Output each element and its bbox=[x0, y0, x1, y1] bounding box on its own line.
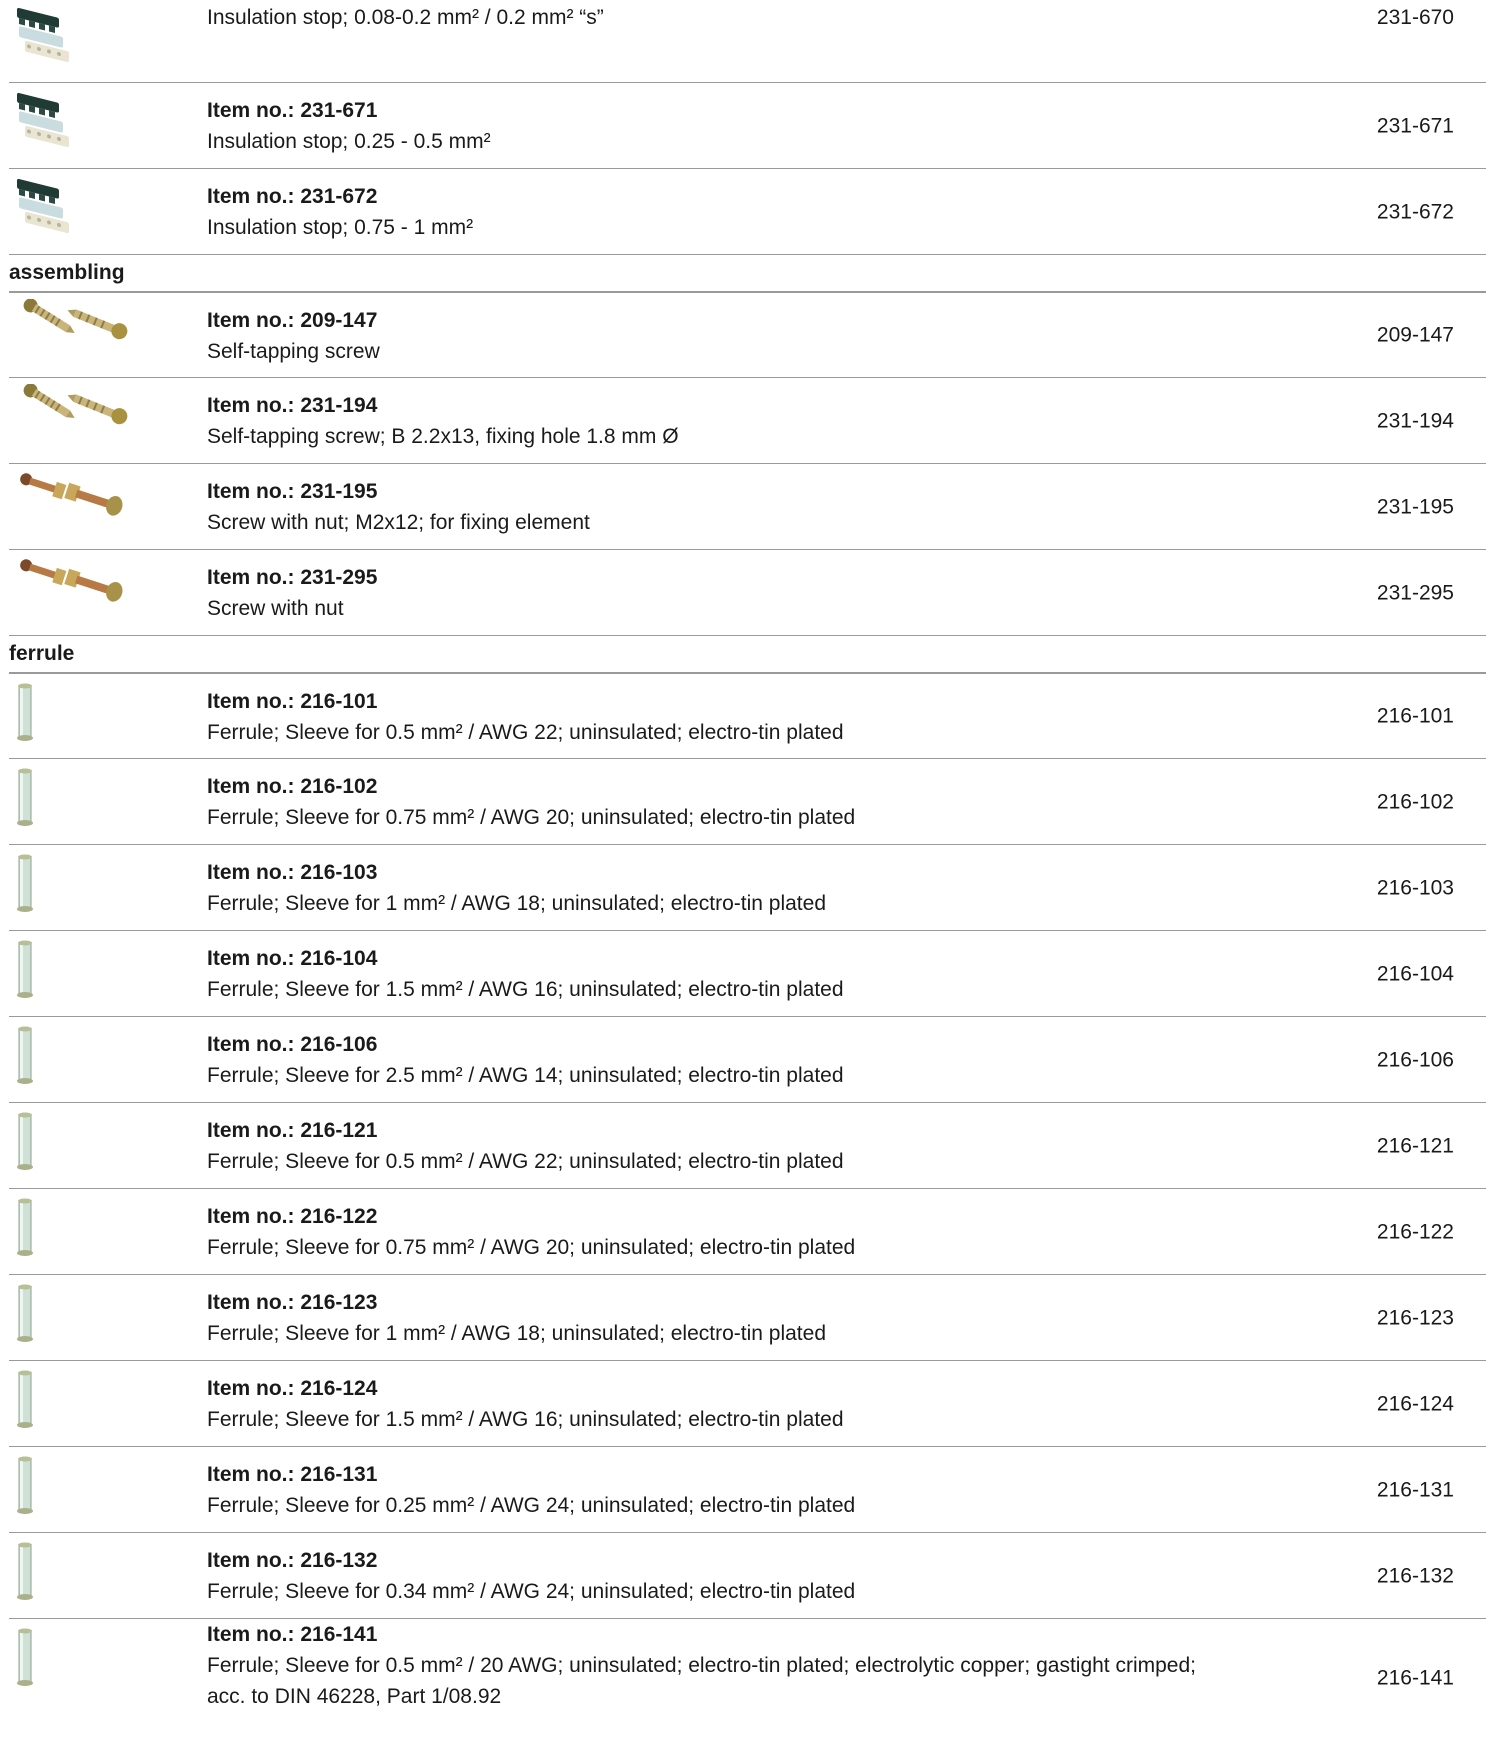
item-description: Ferrule; Sleeve for 0.34 mm² / AWG 24; uninsulated; electro-tin plated bbox=[207, 1580, 856, 1603]
item-description: Insulation stop; 0.08-0.2 mm² / 0.2 mm² “s” bbox=[207, 6, 604, 29]
item-description: Ferrule; Sleeve for 1 mm² / AWG 18; uninsulated; electro-tin plated bbox=[207, 1322, 826, 1345]
ferrule-icon bbox=[11, 1109, 141, 1179]
ferrule-icon bbox=[11, 1281, 141, 1351]
item-number[interactable]: Item no.: 231-295 bbox=[207, 566, 378, 589]
list-item[interactable] bbox=[9, 931, 1486, 1017]
item-number[interactable]: Item no.: 231-672 bbox=[207, 185, 378, 208]
item-description: Ferrule; Sleeve for 0.75 mm² / AWG 20; uninsulated; electro-tin plated bbox=[207, 806, 856, 829]
item-number[interactable]: Item no.: 231-194 bbox=[207, 394, 378, 417]
ferrule-icon bbox=[11, 680, 141, 750]
item-description: Ferrule; Sleeve for 0.5 mm² / AWG 22; uninsulated; electro-tin plated bbox=[207, 721, 844, 744]
item-description: Self-tapping screw bbox=[207, 340, 380, 363]
item-code: 231-195 bbox=[1376, 495, 1454, 518]
item-text bbox=[207, 1287, 1207, 1349]
item-number[interactable]: Item no.: 216-124 bbox=[207, 1377, 378, 1400]
ferrule-icon bbox=[11, 937, 141, 1007]
item-text bbox=[207, 562, 1207, 624]
category-header bbox=[9, 636, 1486, 673]
item-number[interactable]: Item no.: 216-103 bbox=[207, 861, 378, 884]
self-tapping-screw-icon bbox=[11, 384, 141, 454]
list-item[interactable] bbox=[9, 464, 1486, 550]
list-item[interactable] bbox=[9, 1619, 1486, 1737]
ferrule-icon bbox=[11, 765, 141, 835]
item-text bbox=[207, 95, 1207, 157]
item-number[interactable]: Item no.: 216-122 bbox=[207, 1205, 378, 1228]
item-number[interactable]: Item no.: 216-131 bbox=[207, 1463, 378, 1486]
item-code: 231-671 bbox=[1376, 114, 1454, 137]
item-code: 209-147 bbox=[1376, 323, 1454, 347]
item-code: 216-122 bbox=[1376, 1220, 1454, 1243]
item-code: 216-101 bbox=[1376, 704, 1454, 728]
list-item[interactable] bbox=[9, 845, 1486, 931]
ferrule-icon bbox=[11, 1625, 141, 1695]
list-item[interactable] bbox=[9, 1189, 1486, 1275]
item-description: Ferrule; Sleeve for 0.5 mm² / AWG 22; uninsulated; electro-tin plated bbox=[207, 1150, 844, 1173]
list-item[interactable] bbox=[9, 1275, 1486, 1361]
item-code: 231-194 bbox=[1376, 409, 1454, 432]
item-number[interactable]: Item no.: 231-195 bbox=[207, 480, 378, 503]
item-code: 216-121 bbox=[1376, 1134, 1454, 1157]
list-item[interactable] bbox=[9, 0, 1486, 83]
ferrule-icon bbox=[11, 1453, 141, 1523]
item-description: Ferrule; Sleeve for 0.5 mm² / 20 AWG; uninsulated; electro-tin plated; electrolytic copper; gastight crimped; acc. to DIN 46228, Part 1/08.92 bbox=[207, 1654, 1196, 1708]
item-number[interactable]: Item no.: 209-147 bbox=[207, 309, 378, 332]
item-text bbox=[207, 1545, 1207, 1607]
item-description: Ferrule; Sleeve for 2.5 mm² / AWG 14; uninsulated; electro-tin plated bbox=[207, 1064, 844, 1087]
ferrule-icon bbox=[11, 1023, 141, 1093]
list-item[interactable] bbox=[9, 378, 1486, 464]
item-code: 231-672 bbox=[1376, 200, 1454, 223]
item-code: 216-106 bbox=[1376, 1048, 1454, 1071]
item-text bbox=[207, 305, 1207, 367]
category-title: ferrule bbox=[9, 642, 75, 665]
item-text bbox=[207, 1201, 1207, 1263]
list-item[interactable] bbox=[9, 759, 1486, 845]
item-description: Insulation stop; 0.75 - 1 mm² bbox=[207, 216, 474, 239]
list-item[interactable] bbox=[9, 1017, 1486, 1103]
item-text bbox=[207, 771, 1207, 833]
insulation-stop-icon bbox=[11, 175, 141, 245]
item-description: Ferrule; Sleeve for 1.5 mm² / AWG 16; uninsulated; electro-tin plated bbox=[207, 978, 844, 1001]
item-text bbox=[207, 943, 1207, 1005]
item-code: 216-132 bbox=[1376, 1564, 1454, 1587]
list-item[interactable] bbox=[9, 292, 1486, 378]
item-description: Self-tapping screw; B 2.2x13, fixing hole 1.8 mm Ø bbox=[207, 425, 679, 448]
item-code: 216-124 bbox=[1376, 1392, 1454, 1415]
ferrule-icon bbox=[11, 1367, 141, 1437]
item-text bbox=[207, 857, 1207, 919]
ferrule-icon bbox=[11, 851, 141, 921]
item-description: Screw with nut; M2x12; for fixing element bbox=[207, 511, 590, 534]
item-number[interactable]: Item no.: 216-106 bbox=[207, 1033, 378, 1056]
item-number[interactable]: Item no.: 216-123 bbox=[207, 1291, 378, 1314]
item-number[interactable]: Item no.: 216-141 bbox=[207, 1623, 378, 1646]
screw-with-nut-icon bbox=[11, 556, 141, 626]
list-item[interactable] bbox=[9, 673, 1486, 759]
ferrule-icon bbox=[11, 1195, 141, 1265]
list-item[interactable] bbox=[9, 1361, 1486, 1447]
item-code: 216-131 bbox=[1376, 1478, 1454, 1501]
list-item[interactable] bbox=[9, 1103, 1486, 1189]
item-number[interactable]: Item no.: 216-121 bbox=[207, 1119, 378, 1142]
insulation-stop-icon bbox=[11, 4, 141, 74]
ferrule-icon bbox=[11, 1539, 141, 1609]
item-text bbox=[207, 1619, 1207, 1712]
item-code: 216-123 bbox=[1376, 1306, 1454, 1329]
item-text bbox=[207, 686, 1207, 748]
category-title: assembling bbox=[9, 261, 125, 284]
list-item[interactable] bbox=[9, 550, 1486, 636]
item-code: 216-104 bbox=[1376, 962, 1454, 985]
item-code: 216-103 bbox=[1376, 876, 1454, 899]
item-code: 231-670 bbox=[1376, 6, 1454, 29]
item-description: Ferrule; Sleeve for 0.25 mm² / AWG 24; uninsulated; electro-tin plated bbox=[207, 1494, 856, 1517]
item-text bbox=[207, 2, 1207, 33]
item-description: Ferrule; Sleeve for 1.5 mm² / AWG 16; uninsulated; electro-tin plated bbox=[207, 1408, 844, 1431]
item-description: Screw with nut bbox=[207, 597, 344, 620]
self-tapping-screw-icon bbox=[11, 299, 141, 369]
list-item[interactable] bbox=[9, 83, 1486, 169]
list-item[interactable] bbox=[9, 1533, 1486, 1619]
product-list bbox=[9, 0, 1486, 1737]
item-code: 216-102 bbox=[1376, 790, 1454, 813]
item-code: 216-141 bbox=[1376, 1666, 1454, 1690]
item-text bbox=[207, 181, 1207, 243]
item-text bbox=[207, 1373, 1207, 1435]
item-number[interactable]: Item no.: 216-102 bbox=[207, 775, 378, 798]
item-number[interactable]: Item no.: 216-132 bbox=[207, 1549, 378, 1572]
list-item[interactable] bbox=[9, 169, 1486, 255]
item-description: Ferrule; Sleeve for 1 mm² / AWG 18; uninsulated; electro-tin plated bbox=[207, 892, 826, 915]
item-text bbox=[207, 1029, 1207, 1091]
item-code: 231-295 bbox=[1376, 581, 1454, 604]
category-header bbox=[9, 255, 1486, 292]
item-text bbox=[207, 390, 1207, 452]
insulation-stop-icon bbox=[11, 89, 141, 159]
item-number[interactable]: Item no.: 216-101 bbox=[207, 690, 378, 713]
item-text bbox=[207, 1115, 1207, 1177]
item-number[interactable]: Item no.: 216-104 bbox=[207, 947, 378, 970]
item-description: Insulation stop; 0.25 - 0.5 mm² bbox=[207, 130, 491, 153]
item-number[interactable]: Item no.: 231-671 bbox=[207, 99, 378, 122]
screw-with-nut-icon bbox=[11, 470, 141, 540]
item-text bbox=[207, 1459, 1207, 1521]
list-item[interactable] bbox=[9, 1447, 1486, 1533]
item-text bbox=[207, 476, 1207, 538]
item-description: Ferrule; Sleeve for 0.75 mm² / AWG 20; uninsulated; electro-tin plated bbox=[207, 1236, 856, 1259]
